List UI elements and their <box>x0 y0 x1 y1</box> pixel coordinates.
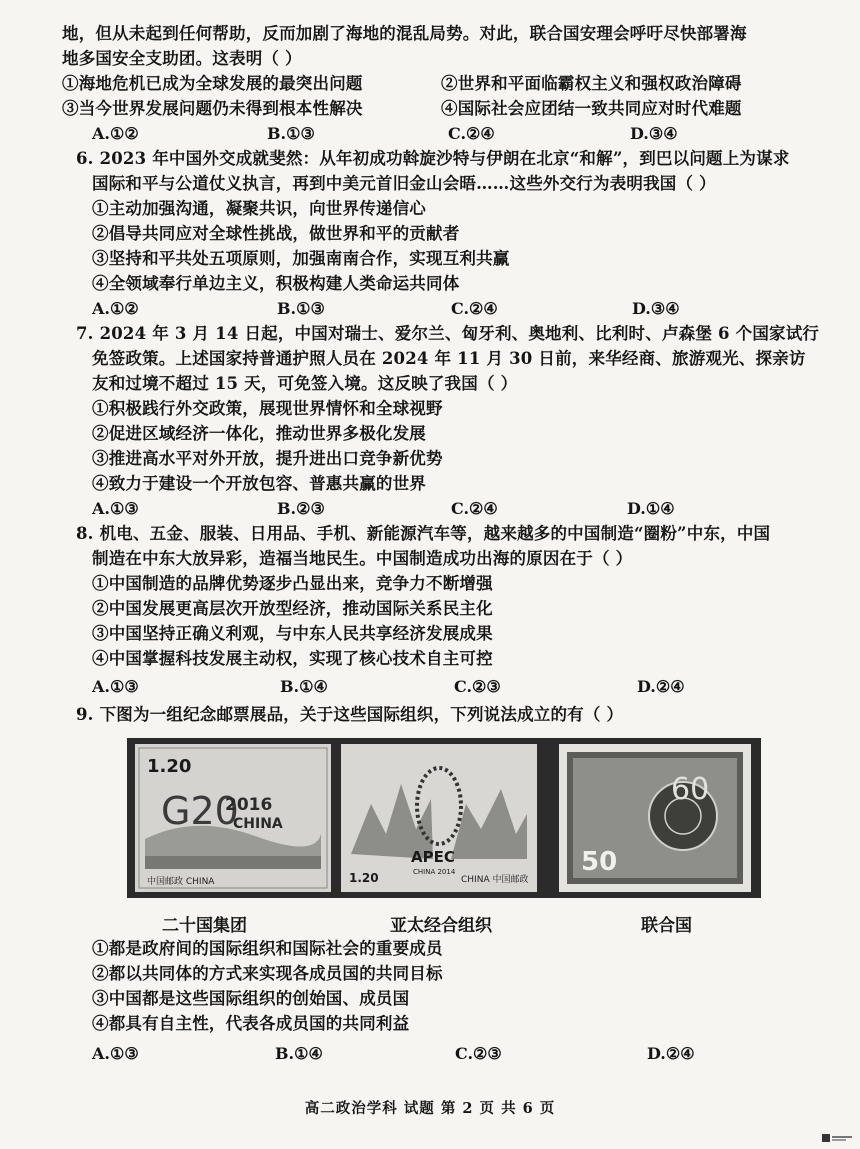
caption-apec: 亚太经合组织 <box>390 916 492 936</box>
q7-item-1: ①积极践行外交政策，展现世界情怀和全球视野 <box>92 399 443 418</box>
q9-item-3: ③中国都是这些国际组织的创始国、成员国 <box>92 989 410 1008</box>
q7-item-4: ④致力于建设一个开放包容、普惠共赢的世界 <box>92 474 426 493</box>
g20-stamp-logo-text: G20 <box>161 789 239 833</box>
apec-stamp-logo-text: APEC <box>411 848 455 866</box>
q6-option-b[interactable]: B.①③ <box>277 299 325 318</box>
q9-item-4: ④都具有自主性，代表各成员国的共同利益 <box>92 1014 410 1033</box>
q6-option-a[interactable]: A.①② <box>92 299 139 318</box>
q8-stem-line-2: 制造在中东大放异彩，造福当地民生。中国制造成功出海的原因在于（ ） <box>92 549 633 568</box>
q9-item-1: ①都是政府间的国际组织和国际社会的重要成员 <box>92 939 443 958</box>
g20-stamp <box>135 744 331 892</box>
apec-stamp <box>341 744 537 892</box>
q7-option-d[interactable]: D.①④ <box>627 499 675 518</box>
q5-option-c[interactable]: C.②④ <box>448 124 495 143</box>
q6-stem-line-2: 国际和平与公道仗义执言，再到中美元首旧金山会晤……这些外交行为表明我国（ ） <box>92 174 716 193</box>
q6-option-d[interactable]: D.③④ <box>632 299 680 318</box>
scanner-watermark-icon <box>822 1133 852 1143</box>
q6-item-3: ③坚持和平共处五项原则，加强南南合作，实现互利共赢 <box>92 249 510 268</box>
un-stamp-value: 50 <box>581 847 618 877</box>
q5-option-a[interactable]: A.①② <box>92 124 139 143</box>
q7-stem-line-2: 免签政策。上述国家持普通护照人员在 2024 年 11 月 30 日前，来华经商、旅游观光、探亲访 <box>92 349 806 368</box>
q9-option-d[interactable]: D.②④ <box>647 1044 695 1063</box>
q5-option-b[interactable]: B.①③ <box>267 124 315 143</box>
q8-option-d[interactable]: D.②④ <box>637 677 685 696</box>
g20-stamp-year: 2016 <box>225 795 273 815</box>
q8-option-b[interactable]: B.①④ <box>280 677 328 696</box>
q5-stem-line-2: 地多国安全支助团。这表明（ ） <box>62 49 302 68</box>
un-stamp-anniversary: 60 <box>671 772 710 807</box>
q8-item-4: ④中国掌握科技发展主动权，实现了核心技术自主可控 <box>92 649 493 668</box>
q8-option-c[interactable]: C.②③ <box>454 677 501 696</box>
q5-item-1: ①海地危机已成为全球发展的最突出问题 <box>62 74 363 93</box>
q6-option-c[interactable]: C.②④ <box>451 299 498 318</box>
q7-stem-line-1: 7. 2024 年 3 月 14 日起，中国对瑞士、爱尔兰、匈牙利、奥地利、比利时、卢森堡 6 个国家试行 <box>76 324 820 343</box>
page-footer: 高二政治学科 试题 第 2 页 共 6 页 <box>304 1100 556 1117</box>
caption-g20: 二十国集团 <box>162 916 247 936</box>
q6-item-2: ②倡导共同应对全球性挑战，做世界和平的贡献者 <box>92 224 460 243</box>
caption-un: 联合国 <box>641 916 692 936</box>
q9-option-a[interactable]: A.①③ <box>92 1044 139 1063</box>
q8-item-1: ①中国制造的品牌优势逐步凸显出来，竞争力不断增强 <box>92 574 493 593</box>
q9-option-c[interactable]: C.②③ <box>455 1044 502 1063</box>
q5-option-d[interactable]: D.③④ <box>630 124 678 143</box>
q6-stem-line-1: 6. 2023 年中国外交成就斐然：从年初成功斡旋沙特与伊朗在北京“和解”，到巴以问题上为谋求 <box>76 149 790 168</box>
q7-item-3: ③推进高水平对外开放，提升进出口竞争新优势 <box>92 449 443 468</box>
stamp-exhibit-image <box>127 738 761 898</box>
un-stamp <box>559 744 751 892</box>
q7-stem-line-3: 友和过境不超过 15 天，可免签入境。这反映了我国（ ） <box>92 374 518 393</box>
q5-item-3: ③当今世界发展问题仍未得到根本性解决 <box>62 99 363 118</box>
apec-stamp-year: CHINA 2014 <box>413 868 456 876</box>
q6-item-1: ①主动加强沟通，凝聚共识，向世界传递信心 <box>92 199 426 218</box>
q9-stem-line-1: 9. 下图为一组纪念邮票展品，关于这些国际组织，下列说法成立的有（ ） <box>76 705 624 724</box>
q5-item-4: ④国际社会应团结一致共同应对时代难题 <box>441 99 742 118</box>
q5-item-2: ②世界和平面临霸权主义和强权政治障碍 <box>441 74 742 93</box>
q9-item-2: ②都以共同体的方式来实现各成员国的共同目标 <box>92 964 443 983</box>
q7-item-2: ②促进区域经济一体化，推动世界多极化发展 <box>92 424 426 443</box>
q7-option-c[interactable]: C.②④ <box>451 499 498 518</box>
q6-item-4: ④全领域奉行单边主义，积极构建人类命运共同体 <box>92 274 460 293</box>
q8-stem-line-1: 8. 机电、五金、服装、日用品、手机、新能源汽车等，越来越多的中国制造“圈粉”中东，中国 <box>76 524 771 543</box>
g20-stamp-footer: 中国邮政 CHINA <box>147 877 215 887</box>
q5-stem-line-1: 地，但从未起到任何帮助，反而加剧了海地的混乱局势。对此，联合国安理会呼吁尽快部署海 <box>62 24 747 43</box>
g20-stamp-value: 1.20 <box>147 756 192 777</box>
apec-stamp-value: 1.20 <box>349 871 379 885</box>
g20-stamp-country: CHINA <box>233 816 283 832</box>
q7-option-b[interactable]: B.②③ <box>277 499 325 518</box>
apec-stamp-footer: CHINA 中国邮政 <box>461 875 529 885</box>
q8-item-2: ②中国发展更高层次开放型经济，推动国际关系民主化 <box>92 599 493 618</box>
q8-option-a[interactable]: A.①③ <box>92 677 139 696</box>
q9-option-b[interactable]: B.①④ <box>275 1044 323 1063</box>
q8-item-3: ③中国坚持正确义利观，与中东人民共享经济发展成果 <box>92 624 493 643</box>
q7-option-a[interactable]: A.①③ <box>92 499 139 518</box>
